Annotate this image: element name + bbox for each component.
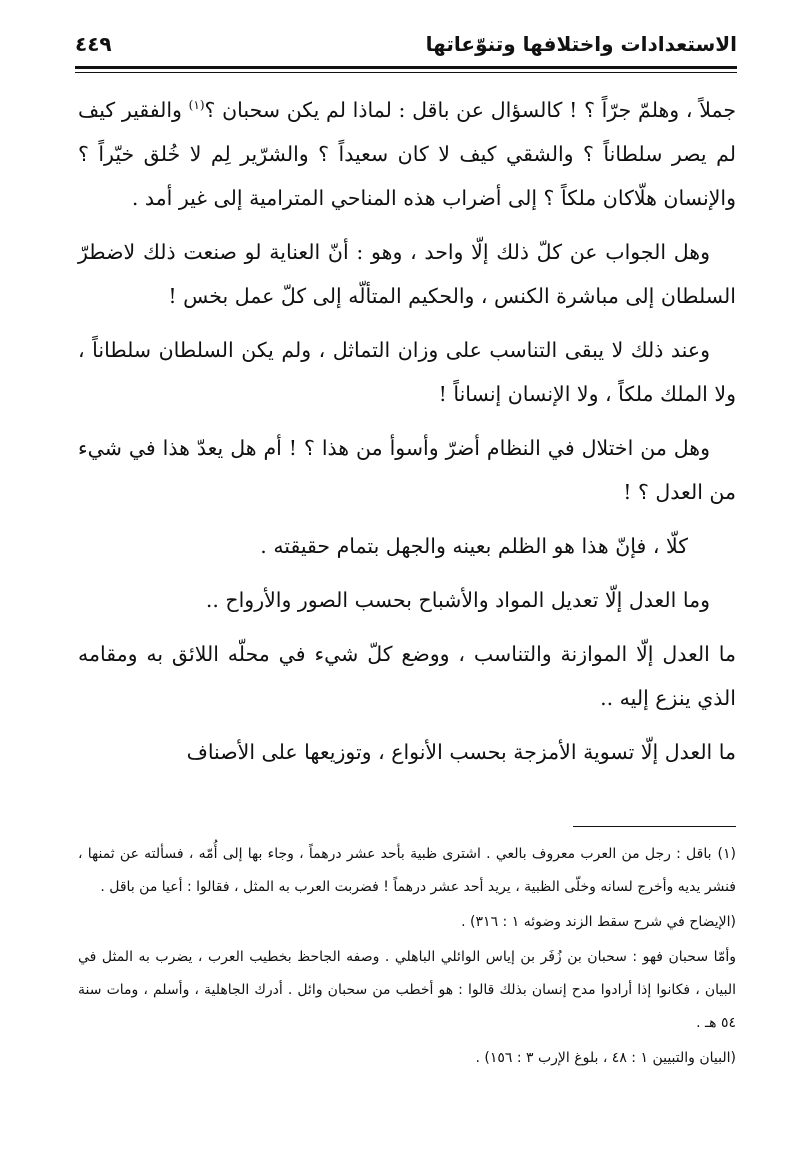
header-rule-thick	[75, 66, 737, 69]
footnote-sahban: وأمّا سحبان فهو : سحبان بن زُفَر بن إياس الوائلي الباهلي . وصفه الجاحظ بخطيب العرب ، يضرب به المثل في البيان ، فكانوا إذا أرادوا مدح إنسان بذلك قالوا : هو أخطب من سحبان وائل . أدرك الجاهلية ، وأسلم ، ومات سنة ٥٤ هـ .	[78, 949, 736, 1031]
paragraph-6: وما العدل إلّا تعديل المواد والأشباح بحسب الصور والأرواح ..	[205, 588, 710, 612]
paragraph-4: وهل من اختلال في النظام أضرّ وأسوأ من هذا ؟ ! أم هل يعدّ هذا في شيء من العدل ؟ !	[78, 436, 736, 504]
running-title: الاستعدادات واختلافها وتنوّعاتها	[425, 32, 737, 56]
footnote-1-text: باقل : رجل من العرب معروف بالعي . اشترى ظبية بأحد عشر درهماً ، وجاء بها إلى أُمّه ، فسألته عن ثمنها ، فنشر يديه وأخرج لسانه وخلّى الظبية ، يريد أحد عشر درهماً ! فضربت العرب به المثل ، فقالوا : أعيا من باقل .	[78, 846, 736, 895]
footnote-ref[interactable]: (١)	[188, 98, 205, 113]
footnote-source-1: (الإيضاح في شرح سقط الزند وضوئه ١ : ٣١٦) .	[461, 914, 736, 930]
paragraph-1-text: جملاً ، وهلمّ جرّاً ؟ ! كالسؤال عن باقل : لماذا لم يكن سحبان ؟	[204, 98, 736, 122]
main-text	[78, 88, 736, 784]
footnote-1	[78, 838, 736, 904]
paragraph-8: ما العدل إلّا تسوية الأمزجة بحسب الأنواع ، وتوزيعها على الأصناف	[186, 740, 736, 764]
page-header	[75, 30, 737, 68]
paragraph-2: وهل الجواب عن كلّ ذلك إلّا واحد ، وهو : أنّ العناية لو صنعت ذلك لاضطرّ السلطان إلى مباشرة الكنس ، والحكيم المتألّه إلى كلّ عمل بخس !	[78, 240, 736, 308]
paragraph-3: وعند ذلك لا يبقى التناسب على وزان التماثل ، ولم يكن السلطان سلطاناً ، ولا الملك ملكاً ، ولا الإنسان إنساناً !	[78, 338, 736, 406]
paragraph-5: كلّا ، فإنّ هذا هو الظلم بعينه والجهل بتمام حقيقته .	[260, 534, 688, 558]
paragraph-7: ما العدل إلّا الموازنة والتناسب ، ووضع كلّ شيء في محلّه اللائق به ومقامه الذي ينزع إليه ..	[78, 642, 736, 710]
footnote-source-2: (البيان والتبيين ١ : ٤٨ ، بلوغ الإرب ٣ : ١٥٦) .	[475, 1050, 736, 1066]
footnote-label: (١)	[717, 846, 736, 862]
paragraph-1-text-cont: والفقير كيف لم يصر سلطاناً ؟ والشقي كيف لا كان سعيداً ؟ والشرّير لِم لا خُلق خيّراً ؟ والإنسان هلّاكان ملكاً ؟ إلى أضراب هذه المناحي المترامية إلى غير أمد .	[78, 98, 737, 210]
footnotes	[78, 838, 736, 1077]
paragraph-1	[78, 88, 736, 220]
header-rule-thin	[75, 72, 737, 73]
footnote-separator	[573, 826, 736, 827]
page-number: ٤٤٩	[75, 32, 112, 56]
